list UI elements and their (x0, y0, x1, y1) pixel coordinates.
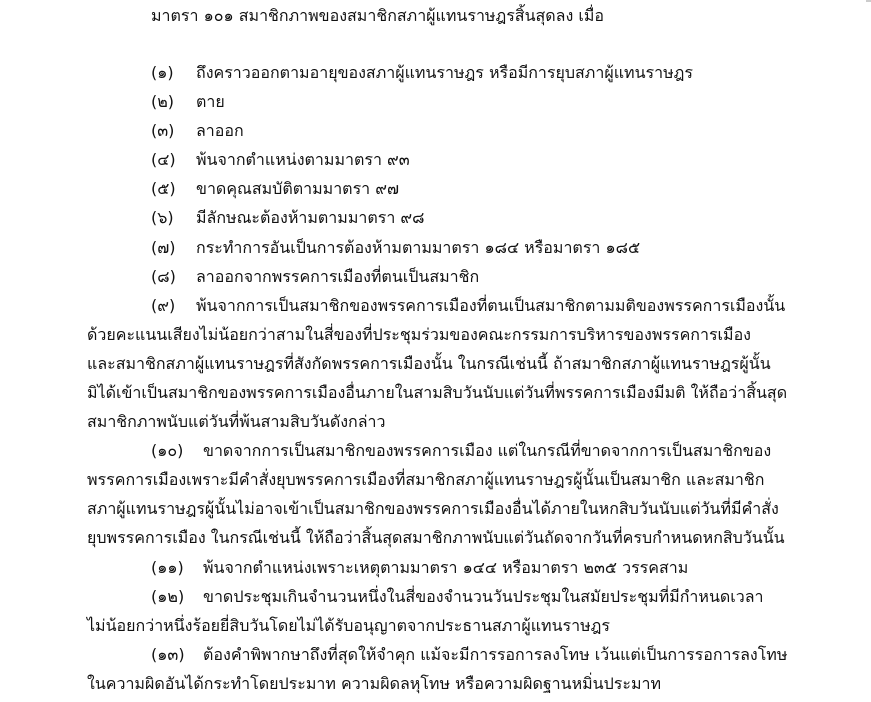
item-number: (๑๑) (151, 558, 184, 577)
item-number: (๗) (151, 238, 176, 257)
item-number: (๖) (151, 208, 174, 227)
item-continuation: ในความผิดอันได้กระทำโดยประมาท ความผิดลหุโทษ หรือความผิดฐานหมิ่นประมาท (87, 674, 662, 693)
section-heading: มาตรา ๑๐๑ สมาชิกภาพของสมาชิกสภาผู้แทนราษฎรสิ้นสุดลง เมื่อ (151, 6, 604, 25)
item-number: (๘) (151, 267, 176, 286)
item-continuation: พรรคการเมืองเพราะมีคำสั่งยุบพรรคการเมืองที่สมาชิกสภาผู้แทนราษฎรผู้นั้นเป็นสมาชิก และสมาชิก (87, 470, 765, 489)
item-text: ตาย (196, 92, 225, 111)
item-number: (๑๓) (151, 645, 185, 664)
item-number: (๙) (151, 296, 176, 315)
item-number: (๑๐) (151, 441, 184, 460)
item-number: (๓) (151, 121, 175, 140)
item-number: (๕) (151, 179, 176, 198)
item-text: พ้นจากตำแหน่งเพราะเหตุตามมาตรา ๑๔๔ หรือมาตรา ๒๓๕ วรรคสาม (203, 558, 689, 577)
item-number: (๒) (151, 92, 175, 111)
item-text: ต้องคำพิพากษาถึงที่สุดให้จำคุก แม้จะมีการรอการลงโทษ เว้นแต่เป็นการรอการลงโทษ (203, 645, 788, 664)
item-continuation: สมาชิกภาพนับแต่วันที่พ้นสามสิบวันดังกล่าว (87, 412, 386, 431)
item-continuation: มิได้เข้าเป็นสมาชิกของพรรคการเมืองอื่นภายในสามสิบวันนับแต่วันที่พรรคการเมืองมีมติ ให้ถือว่าสิ้นสุด (87, 383, 788, 402)
item-number: (๔) (151, 150, 176, 169)
item-text: กระทำการอันเป็นการต้องห้ามตามมาตรา ๑๘๔ หรือมาตรา ๑๘๕ (196, 238, 641, 257)
item-continuation: สภาผู้แทนราษฎรผู้นั้นไม่อาจเข้าเป็นสมาชิกของพรรคการเมืองอื่นได้ภายในหกสิบวันนับแต่วันที่มีคำสั่ง (87, 499, 779, 518)
item-text: ถึงคราวออกตามอายุของสภาผู้แทนราษฎร หรือมีการยุบสภาผู้แทนราษฎร (196, 63, 693, 82)
item-continuation: ด้วยคะแนนเสียงไม่น้อยกว่าสามในสี่ของที่ประชุมร่วมของคณะกรรมการบริหารของพรรคการเมือง (87, 325, 751, 344)
item-text: ขาดประชุมเกินจำนวนหนึ่งในสี่ของจำนวนวันประชุมในสมัยประชุมที่มีกำหนดเวลา (203, 587, 764, 606)
item-text: พ้นจากตำแหน่งตามมาตรา ๙๓ (196, 150, 410, 169)
item-text: ขาดจากการเป็นสมาชิกของพรรคการเมือง แต่ในกรณีที่ขาดจากการเป็นสมาชิกของ (203, 441, 772, 460)
item-text: มีลักษณะต้องห้ามตามมาตรา ๙๘ (196, 208, 425, 227)
item-continuation: ไม่น้อยกว่าหนึ่งร้อยยี่สิบวันโดยไม่ได้รับอนุญาตจากประธานสภาผู้แทนราษฎร (87, 616, 610, 635)
item-text: ลาออก (196, 121, 244, 140)
item-continuation: ยุบพรรคการเมือง ในกรณีเช่นนี้ ให้ถือว่าสิ้นสุดสมาชิกภาพนับแต่วันถัดจากวันที่ครบกำหนดหกสิบวันนั้น (87, 528, 785, 547)
item-text: พ้นจากการเป็นสมาชิกของพรรคการเมืองที่ตนเป็นสมาชิกตามมติของพรรคการเมืองนั้น (196, 296, 786, 315)
item-number: (๑๒) (151, 587, 185, 606)
page-edge-divider (866, 0, 871, 2)
item-continuation: และสมาชิกสภาผู้แทนราษฎรที่สังกัดพรรคการเมืองนั้น ในกรณีเช่นนี้ ถ้าสมาชิกสภาผู้แทนราษฎรผู้นั้น (87, 354, 771, 373)
item-text: ลาออกจากพรรคการเมืองที่ตนเป็นสมาชิก (196, 267, 480, 286)
item-text: ขาดคุณสมบัติตามมาตรา ๙๗ (196, 179, 399, 198)
item-number: (๑) (151, 63, 174, 82)
